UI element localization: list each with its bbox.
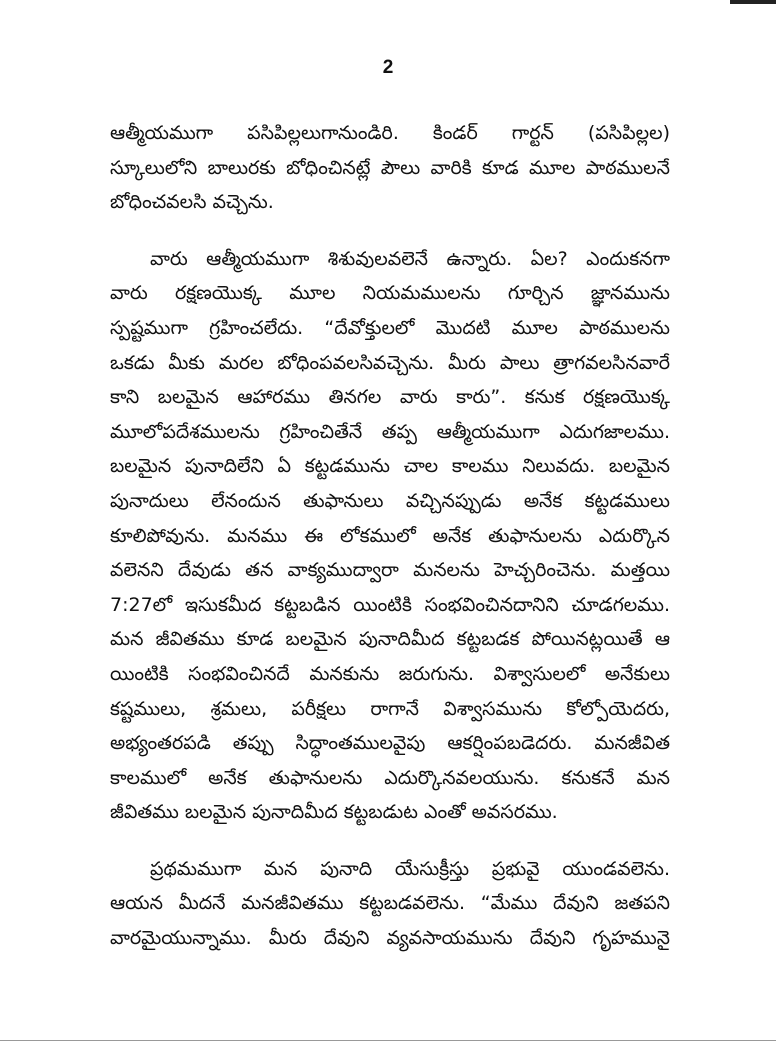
text-line: యింటికి సంభవించినదే మనకును జరుగును. విశ్వాసులలో అనేకులు — [110, 662, 670, 685]
text-line: కష్టములు, శ్రమలు, పరీక్షలు రాగానే విశ్వాసమును కోల్పోయెదరు, — [110, 697, 670, 720]
body-text — [110, 116, 670, 956]
text-line: జీవితము బలమైన పునాదిమీద కట్టబడుట ఎంతో అవసరము. — [110, 801, 558, 824]
paragraph-3 — [110, 852, 670, 956]
text-line: పునాదులు లేనందున తుఫానులు వచ్చినప్పుడు అనేక కట్టడములు — [110, 489, 670, 512]
page-number: 2 — [382, 57, 394, 78]
text-line: వారు రక్షణయొక్క మూల నియమములను గూర్చిన జ్ఞానమును — [110, 282, 670, 305]
text-line: ప్రథమముగా మన పునాది యేసుక్రీస్తు ప్రభువై యుండవలెను. — [150, 857, 670, 880]
text-line: వలెనని దేవుడు తన వాక్యముద్వారా మనలను హెచ్చరించెను. మత్తయి — [110, 559, 670, 582]
text-line: ఆత్మీయముగా పసిపిల్లలుగానుండిరి. కిండర్ గార్టన్ (పసిపిల్లల) — [110, 122, 670, 144]
text-line: కూలిపోవును. మనము ఈ లోకములో అనేక తుఫానులను ఎదుర్కొన — [110, 524, 670, 547]
text-line: 7:27లో ఇసుకమీద కట్టబడిన యింటికి సంభవించినదానిని చూడగలము. — [110, 593, 670, 616]
text-line: స్కూలులోని బాలురకు బోధించినట్లే పౌలు వారికి కూడ మూల పాఠములనే — [110, 156, 670, 179]
text-line: ఆయన మీదనే మనజీవితము కట్టబడవలెను. “మేము దేవుని జతపని — [110, 892, 670, 915]
text-line: ఒకడు మీకు మరల బోధింపవలసివచ్చెను. మీరు పాలు త్రాగవలసినవారే — [110, 351, 670, 374]
text-line: వారమైయున్నాము. మీరు దేవుని వ్యవసాయమును దేవుని గృహమునై — [110, 927, 670, 950]
text-line: మూలోపదేశములను గ్రహించితేనే తప్ప ఆత్మీయముగా ఎదుగజాలము. — [110, 420, 670, 443]
text-line: మన జీవితము కూడ బలమైన పునాదిమీద కట్టబడక పోయినట్లయితే ఆ — [110, 628, 670, 651]
text-line: బలమైన పునాదిలేని ఏ కట్టడమును చాల కాలము నిలువదు. బలమైన — [110, 455, 670, 478]
scan-corner-mark — [730, 0, 776, 4]
text-line: అభ్యంతరపడి తప్పు సిద్ధాంతములవైపు ఆకర్షింపబడెదరు. మనజీవిత — [110, 732, 670, 755]
paragraph-1 — [110, 116, 670, 220]
text-line: కాలములో అనేక తుఫానులను ఎదుర్కొనవలయును. కనుకనే మన — [110, 766, 670, 789]
text-line: బోధించవలసి వచ్చెను. — [110, 191, 274, 214]
text-line: కాని బలమైన ఆహారము తినగల వారు కారు”. కనుక రక్షణయొక్క — [110, 386, 670, 409]
scan-bottom-edge — [0, 1040, 776, 1041]
text-line: వారు ఆత్మీయముగా శిశువులవలెనే ఉన్నారు. ఏల? ఎందుకనగా — [150, 247, 670, 270]
paragraph-2 — [110, 242, 670, 830]
text-line: స్పష్టముగా గ్రహించలేదు. “దేవోక్తులలో మొదటి మూల పాఠములను — [110, 316, 670, 339]
